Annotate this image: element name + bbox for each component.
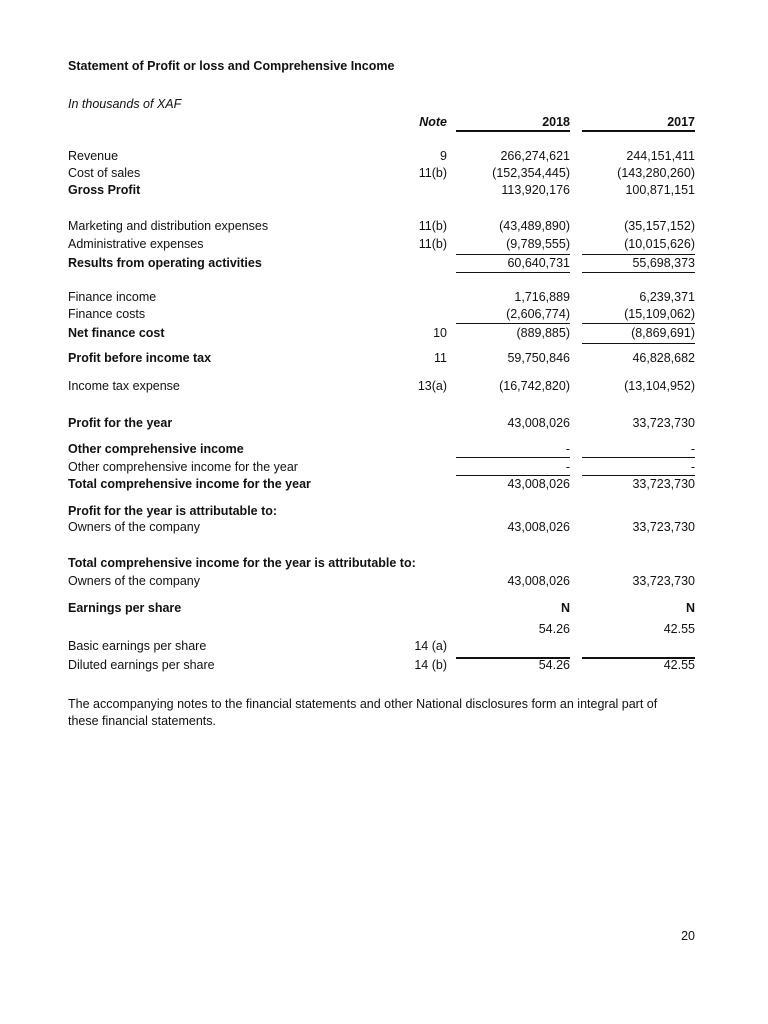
row-label: Profit for the year is attributable to: bbox=[68, 504, 278, 518]
subtotal-rule bbox=[582, 272, 695, 273]
subtotal-rule bbox=[582, 457, 695, 458]
row-value-2017: (8,869,691) bbox=[631, 326, 695, 340]
row-value-2017: 33,723,730 bbox=[632, 416, 695, 430]
row-value-2018: 54.26 bbox=[538, 622, 570, 636]
row-value-2017: 33,723,730 bbox=[632, 477, 695, 491]
row-label: Profit before income tax bbox=[68, 351, 212, 365]
row-label: Owners of the company bbox=[68, 574, 201, 588]
subtotal-rule bbox=[582, 343, 695, 344]
row-value-2017: 33,723,730 bbox=[632, 520, 695, 534]
row-label: Results from operating activities bbox=[68, 256, 262, 270]
row-value-2018: (16,742,820) bbox=[499, 379, 570, 393]
row-label: Income tax expense bbox=[68, 379, 180, 393]
row-value-2018: 43,008,026 bbox=[507, 416, 570, 430]
subtotal-rule bbox=[582, 254, 695, 255]
row-value-2018: (9,789,555) bbox=[506, 237, 570, 251]
row-label: Gross Profit bbox=[68, 183, 141, 197]
row-value-2018: (43,489,890) bbox=[499, 219, 570, 233]
row-note: 11(b) bbox=[418, 237, 447, 251]
subtotal-rule bbox=[582, 657, 695, 659]
row-value-2018: 113,920,176 bbox=[501, 183, 570, 197]
subtotal-rule bbox=[456, 657, 570, 659]
footnote: The accompanying notes to the financial statements and other National disclosures form an integral part of bbox=[68, 697, 658, 711]
row-value-2018: (2,606,774) bbox=[506, 307, 570, 321]
row-value-2017: (35,157,152) bbox=[624, 219, 695, 233]
row-value-2017: 46,828,682 bbox=[632, 351, 695, 365]
row-value-2017: (10,015,626) bbox=[624, 237, 695, 251]
row-label: Diluted earnings per share bbox=[68, 658, 215, 672]
row-label: Earnings per share bbox=[68, 601, 182, 615]
subtotal-rule bbox=[456, 323, 570, 324]
row-label: Marketing and distribution expenses bbox=[68, 219, 269, 233]
row-label: Finance income bbox=[68, 290, 157, 304]
subtotal-rule bbox=[456, 457, 570, 458]
row-value-2017: N bbox=[685, 601, 695, 615]
row-value-2018: 266,274,621 bbox=[500, 149, 570, 163]
year-2018-header: 2018 bbox=[542, 115, 570, 129]
row-value-2017: 33,723,730 bbox=[632, 574, 695, 588]
page-title: Statement of Profit or loss and Comprehensive Income bbox=[68, 59, 395, 73]
row-value-2017: (143,280,260) bbox=[617, 166, 695, 180]
row-value-2017: (15,109,062) bbox=[624, 307, 695, 321]
row-value-2017: 100,871,151 bbox=[625, 183, 695, 197]
row-value-2018: - bbox=[565, 442, 570, 456]
row-note: 14 (a) bbox=[414, 639, 447, 653]
row-note: 11(b) bbox=[418, 219, 447, 233]
subtotal-rule bbox=[582, 475, 695, 476]
note-header: Note bbox=[419, 115, 447, 129]
row-value-2017: 244,151,411 bbox=[626, 149, 695, 163]
row-value-2018: (889,885) bbox=[516, 326, 570, 340]
row-value-2018: (152,354,445) bbox=[492, 166, 570, 180]
row-value-2018: 43,008,026 bbox=[507, 574, 570, 588]
row-value-2018: 43,008,026 bbox=[507, 520, 570, 534]
row-value-2018: 54.26 bbox=[538, 658, 570, 672]
row-value-2017: - bbox=[690, 460, 695, 474]
row-value-2017: - bbox=[690, 442, 695, 456]
row-value-2018: - bbox=[565, 460, 570, 474]
row-label: Net finance cost bbox=[68, 326, 165, 340]
page-number: 20 bbox=[681, 929, 695, 943]
row-label: Total comprehensive income for the year is attributable to: bbox=[68, 556, 416, 570]
row-label: Profit for the year bbox=[68, 416, 173, 430]
header-rule bbox=[456, 130, 570, 132]
row-value-2017: 42.55 bbox=[663, 622, 695, 636]
row-note: 14 (b) bbox=[414, 658, 447, 672]
row-note: 11(b) bbox=[418, 166, 447, 180]
row-label: Total comprehensive income for the year bbox=[68, 477, 311, 491]
subtotal-rule bbox=[456, 475, 570, 476]
row-value-2018: 1,716,889 bbox=[514, 290, 570, 304]
row-value-2017: 6,239,371 bbox=[639, 290, 695, 304]
footnote: these financial statements. bbox=[68, 714, 216, 728]
row-label: Revenue bbox=[68, 149, 119, 163]
row-label: Other comprehensive income for the year bbox=[68, 460, 298, 474]
row-label: Cost of sales bbox=[68, 166, 141, 180]
subtotal-rule bbox=[456, 272, 570, 273]
row-value-2018: 43,008,026 bbox=[507, 477, 570, 491]
header-rule bbox=[582, 130, 695, 132]
row-value-2017: (13,104,952) bbox=[624, 379, 695, 393]
row-label: Owners of the company bbox=[68, 520, 201, 534]
row-value-2017: 42.55 bbox=[663, 658, 695, 672]
row-note: 9 bbox=[440, 149, 447, 163]
row-value-2018: 60,640,731 bbox=[507, 256, 570, 270]
row-note: 10 bbox=[433, 326, 447, 340]
row-label: Other comprehensive income bbox=[68, 442, 244, 456]
row-label: Finance costs bbox=[68, 307, 146, 321]
row-value-2018: N bbox=[560, 601, 570, 615]
row-value-2018: 59,750,846 bbox=[507, 351, 570, 365]
row-value-2017: 55,698,373 bbox=[632, 256, 695, 270]
subtotal-rule bbox=[582, 323, 695, 324]
row-note: 11 bbox=[434, 351, 447, 365]
currency-subtitle: In thousands of XAF bbox=[68, 97, 182, 111]
row-label: Basic earnings per share bbox=[68, 639, 207, 653]
row-label: Administrative expenses bbox=[68, 237, 204, 251]
year-2017-header: 2017 bbox=[667, 115, 695, 129]
subtotal-rule bbox=[456, 254, 570, 255]
row-note: 13(a) bbox=[417, 379, 447, 393]
